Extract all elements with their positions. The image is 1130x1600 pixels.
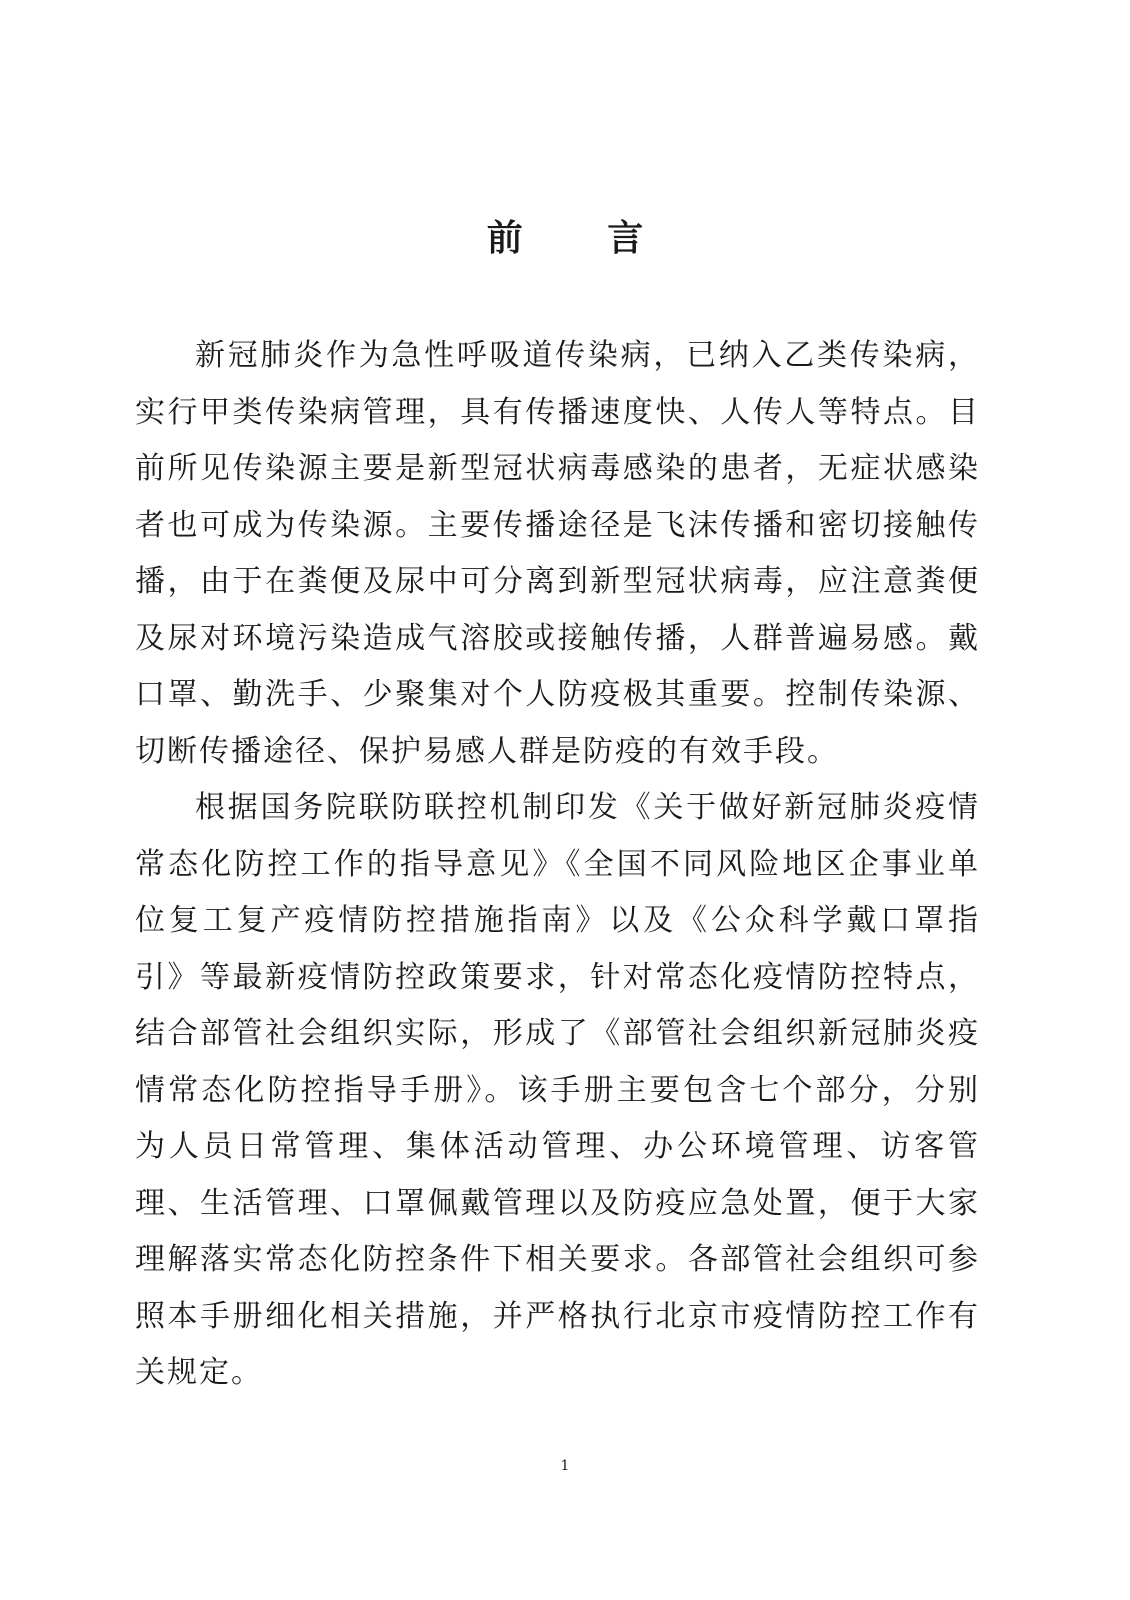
paragraph-1: 新冠肺炎作为急性呼吸道传染病，已纳入乙类传染病，实行甲类传染病管理，具有传播速度快、人传人等特点。目前所见传染源主要是新型冠状病毒感染的患者，无症状感染者也可成为传染源。主要传播途径是飞沫传播和密切接触传播，由于在粪便及尿中可分离到新型冠状病毒，应注意粪便及尿对环境污染造成气溶胶或接触传播，人群普遍易感。戴口罩、勤洗手、少聚集对个人防疫极其重要。控制传染源、切断传播途径、保护易感人群是防疫的有效手段。 [135, 338, 980, 769]
page-number: 1 [560, 1458, 570, 1474]
body-text [135, 328, 980, 1402]
paragraph-2: 根据国务院联防联控机制印发《关于做好新冠肺炎疫情常态化防控工作的指导意见》《全国不同风险地区企事业单位复工复产疫情防控措施指南》以及《公众科学戴口罩指引》等最新疫情防控政策要求，针对常态化疫情防控特点，结合部管社会组织实际，形成了《部管社会组织新冠肺炎疫情常态化防控指导手册》。该手册主要包含七个部分，分别为人员日常管理、集体活动管理、办公环境管理、访客管理、生活管理、口罩佩戴管理以及防疫应急处置，便于大家理解落实常态化防控条件下相关要求。各部管社会组织可参照本手册细化相关措施，并严格执行北京市疫情防控工作有关规定。 [135, 790, 980, 1390]
page-title: 前 言 [486, 217, 680, 259]
